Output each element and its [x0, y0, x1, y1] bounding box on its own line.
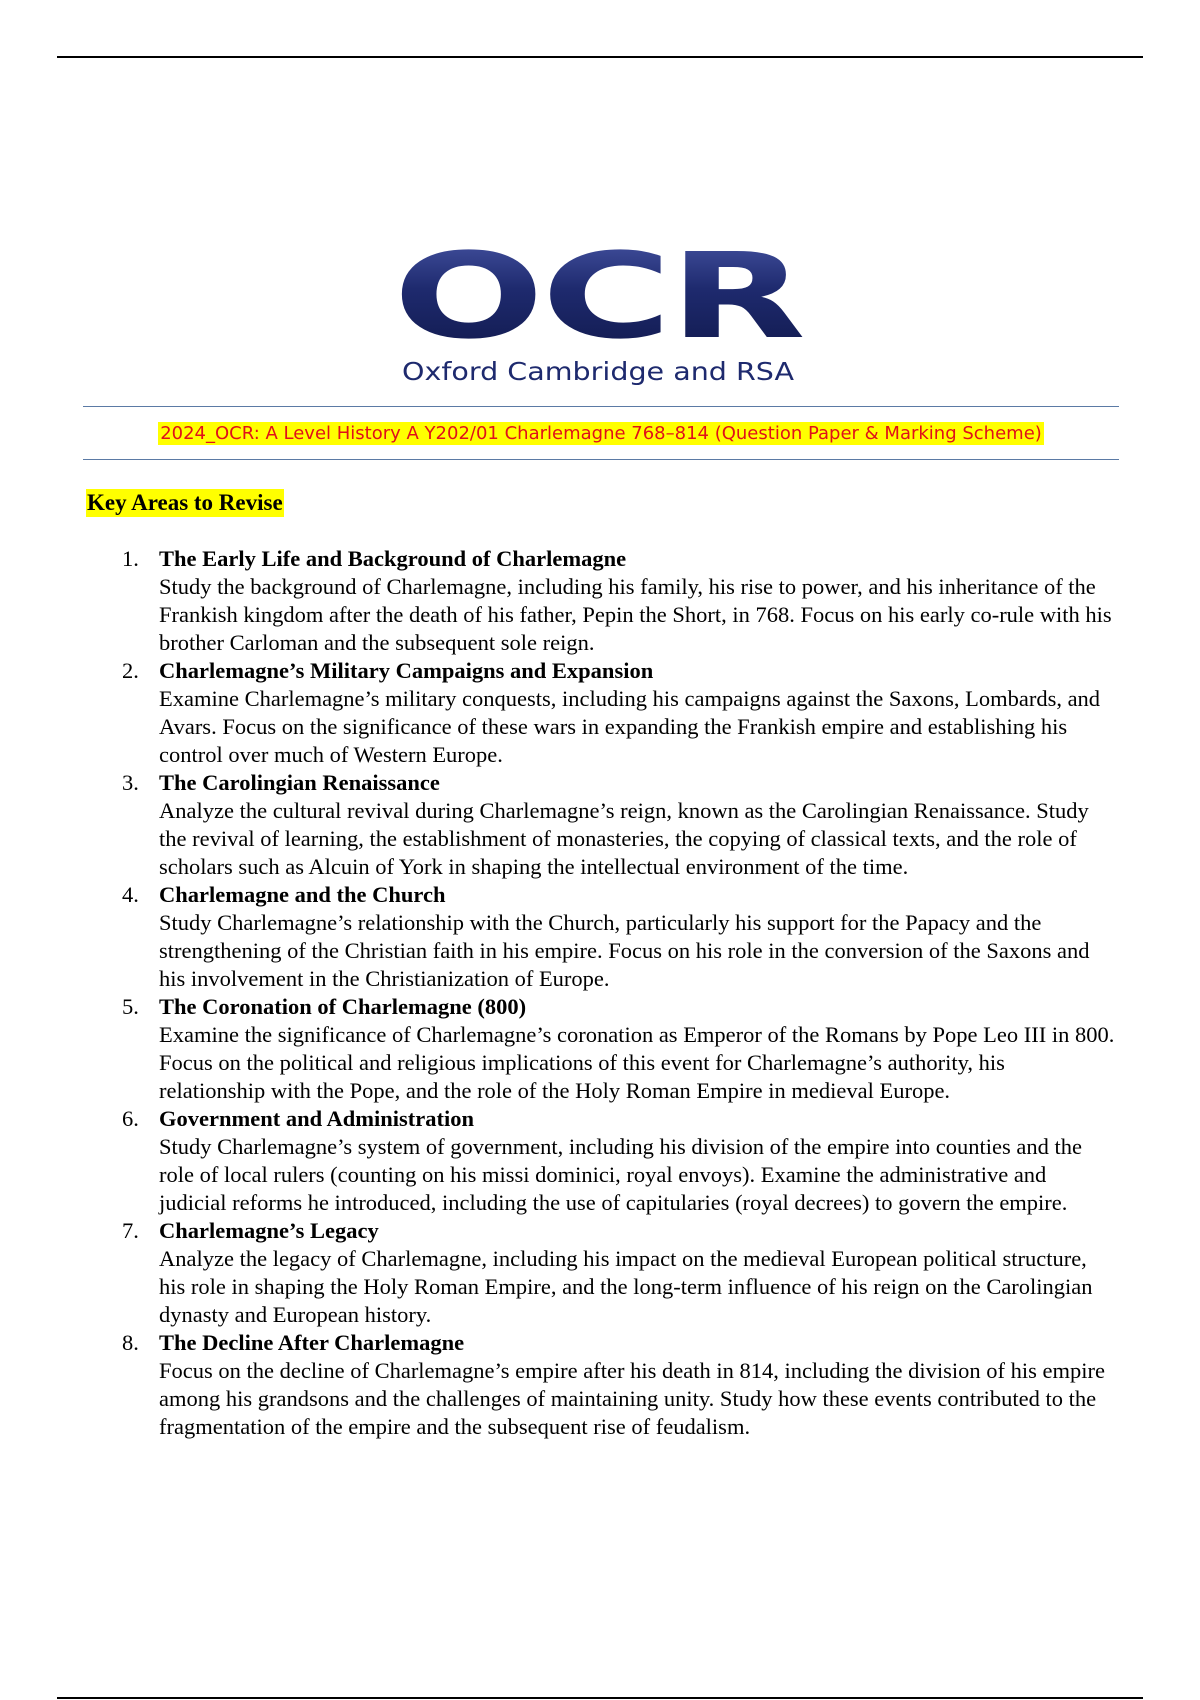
key-areas-list	[116, 545, 1116, 1441]
item-number: 1.	[122, 546, 139, 571]
item-number: 7.	[122, 1218, 139, 1243]
item-number: 3.	[122, 770, 139, 795]
item-number: 2.	[122, 658, 139, 683]
list-item	[116, 769, 1116, 881]
item-description: Study the background of Charlemagne, including his family, his rise to power, and his inheritance of the Frankish kingdom after the death of his father, Pepin the Short, in 768. Focus on his early co-rule with his brother Carloman and the subsequent sole reign.	[159, 574, 1112, 655]
item-description: Examine Charlemagne’s military conquests, including his campaigns against the Saxons, Lombards, and Avars. Focus on the significance of these wars in expanding the Frankish empire and establishing his control over much of Western Europe.	[159, 686, 1101, 767]
list-item	[116, 1217, 1116, 1329]
list-item	[116, 545, 1116, 657]
section-heading: Key Areas to Revise	[87, 490, 283, 515]
item-description: Analyze the cultural revival during Charlemagne’s reign, known as the Carolingian Renaissance. Study the revival of learning, the establishment of monasteries, the copying of classical texts, and the role of scholars such as Alcuin of York in shaping the intellectual environment of the time.	[159, 798, 1089, 879]
item-description: Analyze the legacy of Charlemagne, including his impact on the medieval European political structure, his role in shaping the Holy Roman Empire, and the long-term influence of his reign on the Carolingian dynasty and European history.	[159, 1246, 1093, 1327]
item-title: The Decline After Charlemagne	[159, 1330, 465, 1355]
item-title: The Carolingian Renaissance	[159, 770, 440, 795]
item-description: Examine the significance of Charlemagne’s coronation as Emperor of the Romans by Pope Leo III in 800. Focus on the political and religious implications of this event for Charlemagne’s authority, his relationship with the Pope, and the role of the Holy Roman Empire in medieval Europe.	[159, 1022, 1115, 1103]
item-title: Charlemagne and the Church	[159, 882, 446, 907]
list-item	[116, 1329, 1116, 1441]
list-item	[116, 881, 1116, 993]
item-description: Study Charlemagne’s relationship with the Church, particularly his support for the Papacy and the strengthening of the Christian faith in his empire. Focus on his role in the conversion of the Saxons and his involvement in the Christianization of Europe.	[159, 910, 1090, 991]
document-title: 2024_OCR: A Level History A Y202/01 Charlemagne 768–814 (Question Paper & Marking Scheme)	[160, 422, 1042, 444]
item-number: 8.	[122, 1330, 139, 1355]
ocr-wordmark: OCR	[393, 245, 804, 365]
item-description: Focus on the decline of Charlemagne’s empire after his death in 814, including the division of his empire among his grandsons and the challenges of maintaining unity. Study how these events contributed to the fragmentation of the empire and the subsequent rise of feudalism.	[159, 1358, 1106, 1439]
item-title: Charlemagne’s Legacy	[159, 1218, 379, 1243]
ocr-logo	[386, 245, 816, 390]
item-title: Government and Administration	[159, 1106, 475, 1131]
item-title: The Early Life and Background of Charlemagne	[159, 546, 627, 571]
item-description: Study Charlemagne’s system of government, including his division of the empire into counties and the role of local rulers (counting on his missi dominici, royal envoys). Examine the administrative and judicial reforms he introduced, including the use of capitularies (royal decrees) to govern the empire.	[159, 1134, 1082, 1215]
item-number: 6.	[122, 1106, 139, 1131]
top-page-rule	[57, 56, 1143, 58]
list-item	[116, 993, 1116, 1105]
item-number: 4.	[122, 882, 139, 907]
item-number: 5.	[122, 994, 139, 1019]
list-item	[116, 657, 1116, 769]
title-band	[83, 406, 1119, 460]
item-title: The Coronation of Charlemagne (800)	[159, 994, 527, 1019]
item-title: Charlemagne’s Military Campaigns and Expansion	[159, 658, 654, 683]
ocr-tagline: Oxford Cambridge and RSA	[402, 357, 794, 386]
ocr-logo-graphic	[386, 245, 816, 390]
bottom-page-rule	[57, 1697, 1143, 1699]
list-item	[116, 1105, 1116, 1217]
